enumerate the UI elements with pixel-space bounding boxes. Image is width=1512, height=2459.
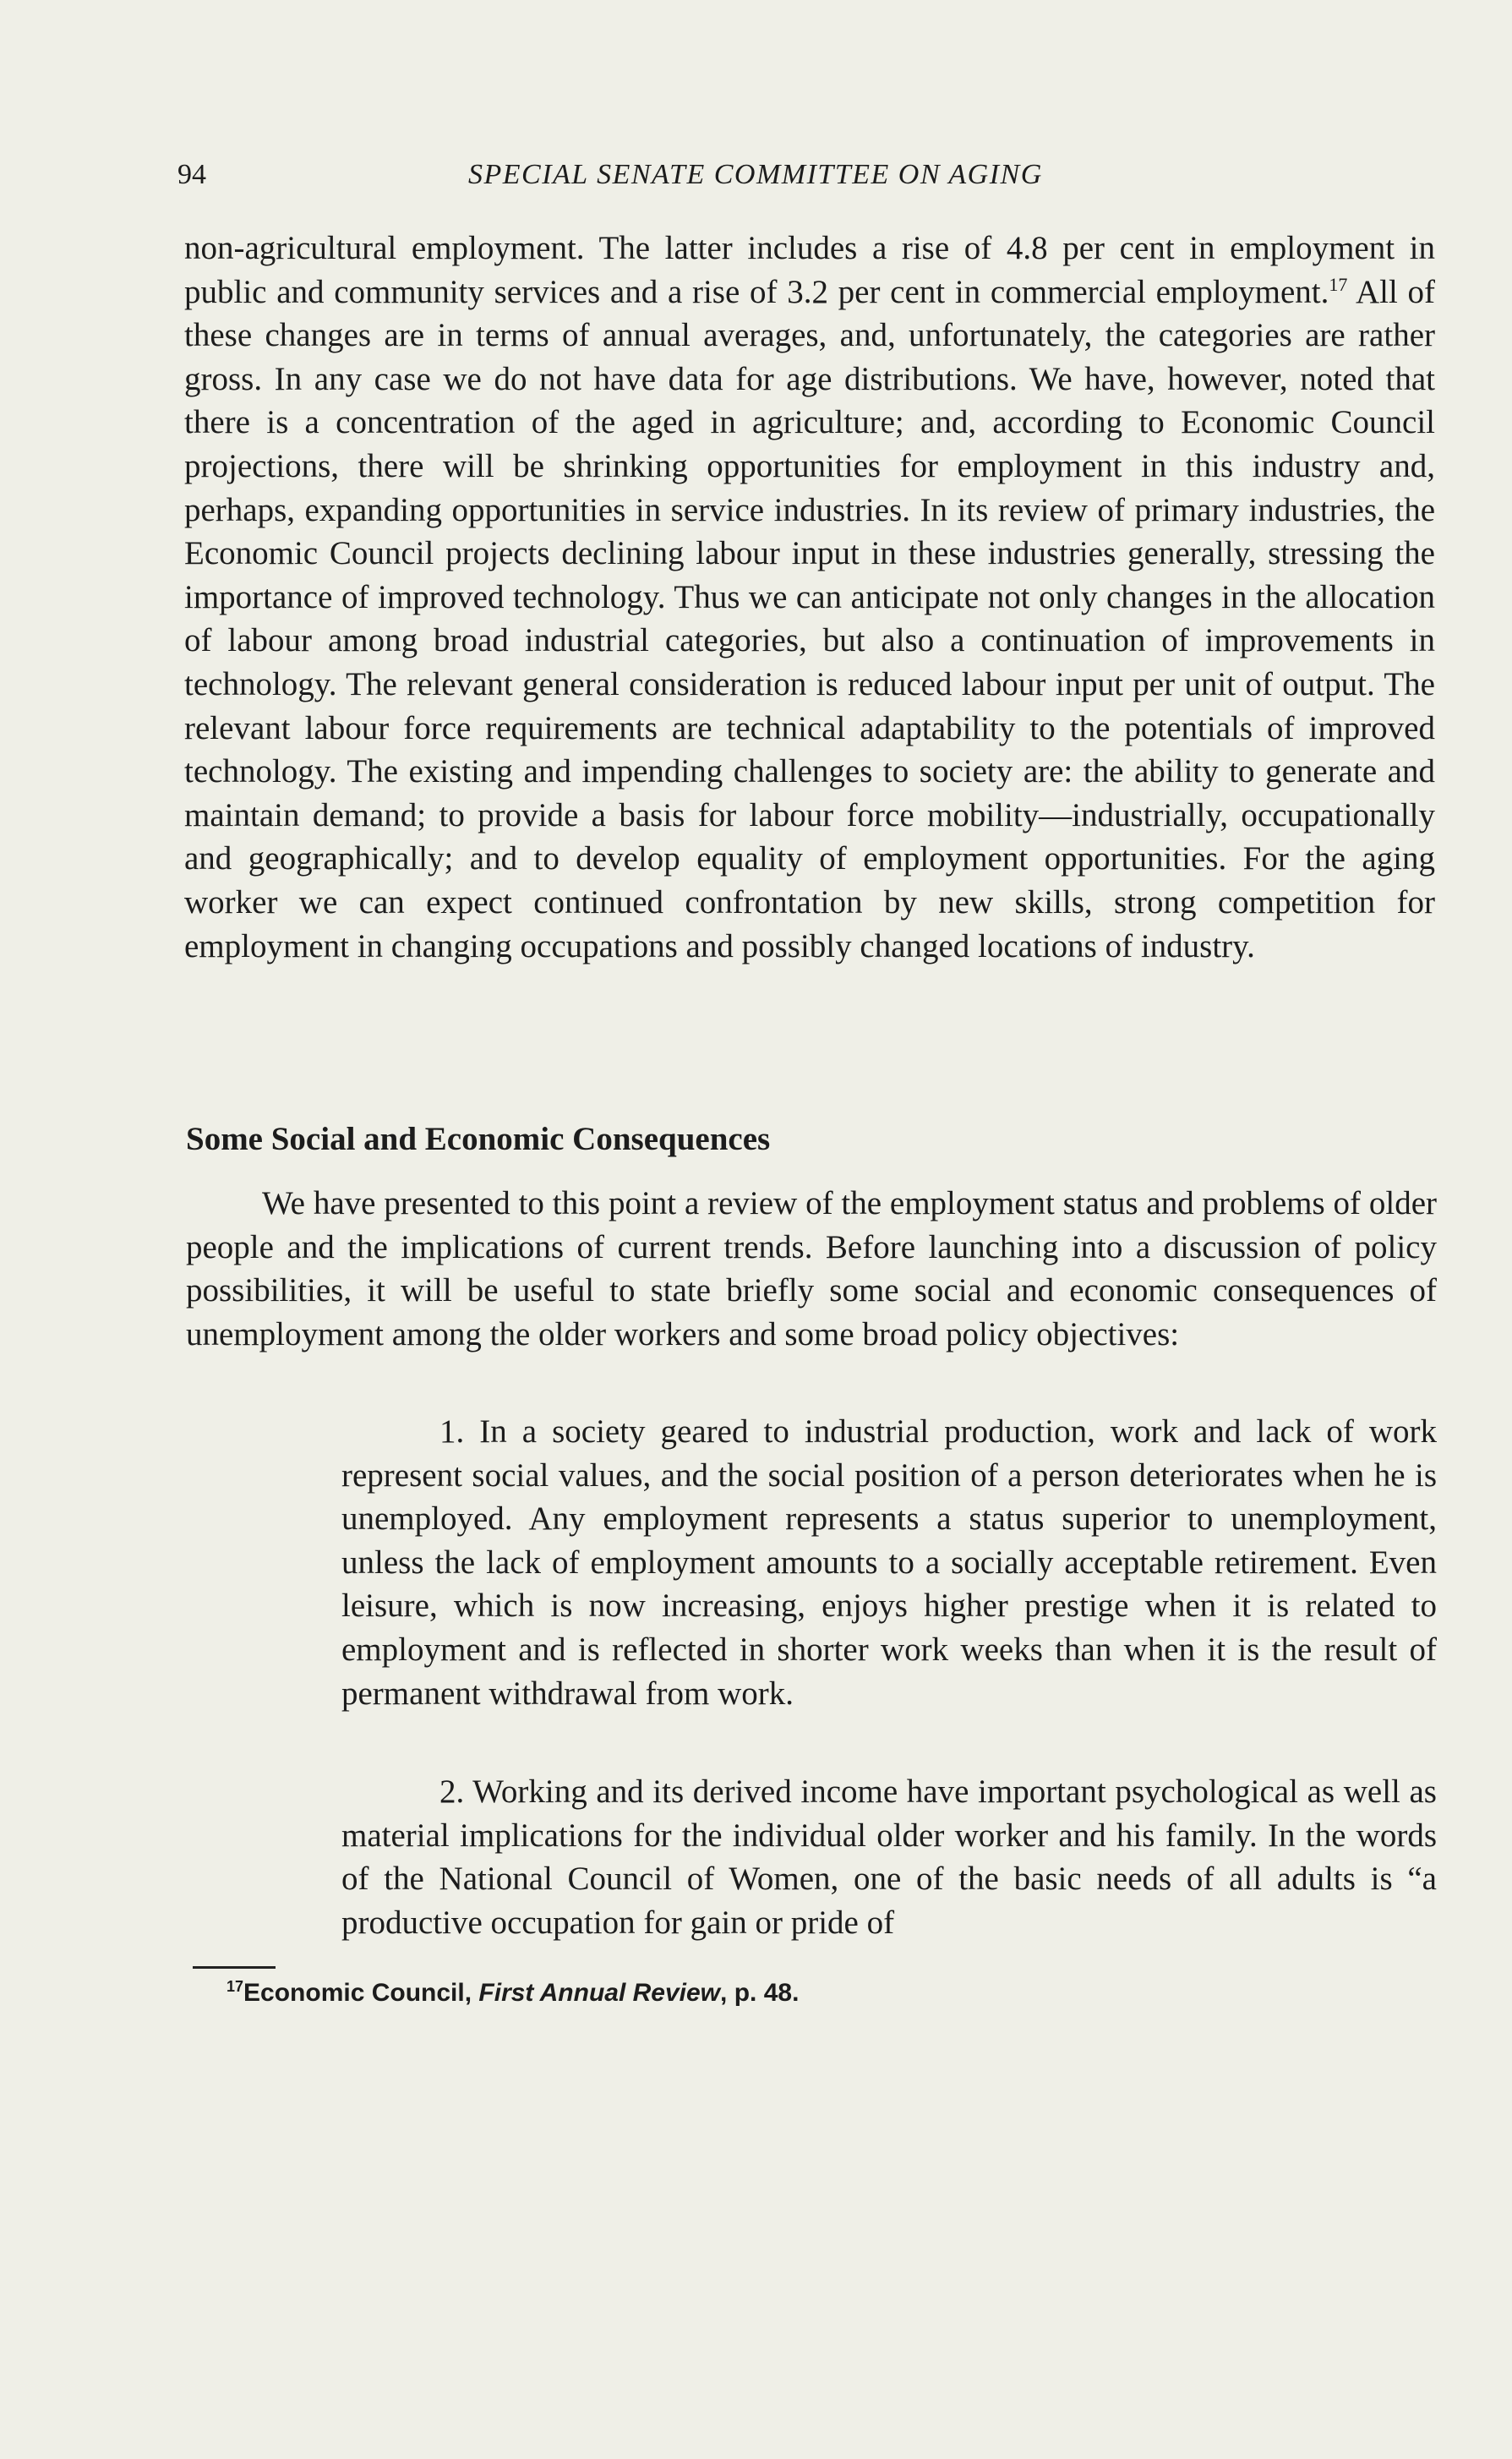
paragraph-text <box>184 227 1435 968</box>
footnote-number: 17 <box>227 1978 244 1995</box>
body-paragraph <box>184 227 1435 968</box>
footnote-reference: 17 <box>1329 273 1348 295</box>
footnote-source: Economic Council, <box>243 1979 479 2007</box>
section-heading: Some Social and Economic Consequences <box>186 1121 771 1157</box>
page-number: 94 <box>177 159 206 190</box>
list-item: 1. In a society geared to industrial production, work and lack of work represent social values, and the social position of a person deteriorates when he is unemployed. Any employment represents a status superior to unemployment, unless the lack of employment amounts to a socially acceptable retirement. Even leisure, which is now increasing, enjoys higher prestige when it is related to employment and is reflected in shorter work weeks than when it is the result of permanent withdrawal from work. <box>341 1413 1437 1712</box>
paragraph-text-part-1: non-agricultural employment. The latter includes a rise of 4.8 per cent in employment in public and community services and a rise of 3.2 per cent in commercial employment. <box>184 230 1435 310</box>
running-title: SPECIAL SENATE COMMITTEE ON AGING <box>468 159 1043 190</box>
paragraph-text-part-2: All of these changes are in terms of annual averages, and, unfortunately, the categories are rather gross. In any case we do not have data for age distributions. We have, however, noted that there is a concentration of the aged in agriculture; and, according to Economic Council projections, there will be shrinking opportunities for employment in this industry and, perhaps, expanding opportunities in service industries. In its review of primary industries, the Economic Council projects declining labour input in these industries generally, stressing the importance of improved technology. Thus we can anticipate not only changes in the allocation of labour among broad industrial categories, but also a continuation of improvements in technology. The relevant general consideration is reduced labour input per unit of output. The relevant labour force requirements are technical adaptability to the potentials of improved technology. The existing and impending challenges to society are: the ability to generate and maintain demand; to provide a basis for labour force mobility—industrially, occupationally and geographically; and to develop equality of employment opportunities. For the aging worker we can expect continued confrontation by new skills, strong competition for employment in changing occupations and possibly changed locations of industry. <box>184 273 1435 964</box>
list-item: 2. Working and its derived income have important psychological as well as material implications for the individual older worker and his family. In the words of the National Council of Women, one of the basic needs of all adults is “a productive occupation for gain or pride of <box>341 1773 1437 1941</box>
footnote-divider <box>193 1966 276 1969</box>
section-intro-paragraph: We have presented to this point a review of the employment status and problems of older people and the implications of current trends. Before launching into a discussion of policy possibilities, it will be useful to state briefly some social and economic consequences of unemployment among the older workers and some broad policy objectives: <box>186 1185 1437 1352</box>
footnote <box>227 1979 799 2008</box>
footnote-page: , p. 48. <box>720 1979 800 2007</box>
footnote-title: First Annual Review <box>478 1979 721 2007</box>
running-head <box>177 159 1437 201</box>
